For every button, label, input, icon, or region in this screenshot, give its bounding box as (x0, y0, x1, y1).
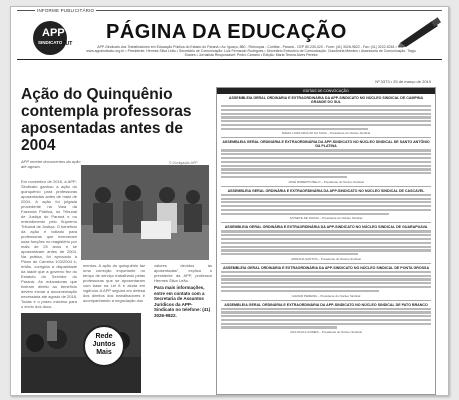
notice-signature: IVONETE DE SOUZA – Presidente do Núcleo Sindical (289, 216, 363, 221)
contact-info: Para mais informações, entre em contato com a Secretaria de Assuntos Jurídicos da APP-Sindicato no telefone: (41) 3026-9822. (154, 285, 211, 318)
rede-juntos-badge: Rede Juntos Mais (83, 325, 125, 367)
notice-signature: GILMAR PEREIRA – Presidente do Núcleo Sindical (291, 293, 361, 298)
notice-title: ASSEMBLEIA GERAL ORDINÁRIA E EXTRAORDINÁRIA DA APP-SINDICATO NO NÚCLEO SINDICAL DE SANTO ANTÔNIO DA PLATINA (222, 140, 430, 149)
notice-body (221, 308, 431, 329)
pen-icon (396, 17, 444, 47)
photo-credit: © Divulgação APP (169, 161, 198, 165)
article-photo (81, 165, 209, 260)
notices-panel (216, 79, 436, 395)
notice-title: ASSEMBLEIA GERAL ORDINÁRIA E EXTRAORDINÁRIA DA APP-SINDICATO NO NÚCLEO SINDICAL DE CAMPINA GRANDE DO SUL (228, 96, 424, 104)
notice-item (217, 140, 435, 183)
edition-number: Nº 3373 • 25 de março de 2019 (375, 79, 431, 84)
notice-item (217, 96, 435, 135)
masthead-rule (17, 59, 442, 60)
logo-subtext: SINDICATO (38, 40, 63, 45)
notice-title: ASSEMBLEIA GERAL ORDINÁRIA E EXTRAORDINÁRIA DA APP-SINDICATO NO NÚCLEO SINDICAL DE CASCAVEL (227, 188, 425, 193)
photo-people-icon (81, 165, 209, 260)
article-column-2: mentos. A ação do quinquênio faz uma correção importante no tempo de serviço trabalhado pelas professoras que se aposentaram com base na Lei 8 e ainda em vigência. A APP seguirá em defesa dos direitos dos trabalhadores e acompanhando a negociação dos (83, 263, 145, 303)
notice-signature: MARIA LUIZA ARAÚJO DA SILVA – Presidente do Núcleo Sindical (281, 131, 371, 136)
notice-body (221, 271, 431, 292)
notice-body (221, 230, 431, 255)
notice-item (217, 266, 435, 298)
app-sindicato-logo (33, 21, 79, 55)
notice-title: ASSEMBLEIA GERAL ORDINÁRIA E EXTRAORDINÁRIA DA APP-SINDICATO NO NÚCLEO SINDICAL DE GUARAPUAVA (224, 225, 428, 230)
newspaper-page (10, 6, 449, 396)
notice-body (221, 149, 431, 178)
notices-header: EDITAIS DE CONVOCAÇÃO (217, 88, 435, 94)
page-title: PÁGINA DA EDUCAÇÃO (106, 21, 347, 43)
notice-title: ASSEMBLEIA GERAL ORDINÁRIA E EXTRAORDINÁRIA DA APP-SINDICATO NO NÚCLEO SINDICAL DE PONTA GROSSA (222, 265, 430, 270)
article-caption: APP recebe documentos da ação até agosto. (21, 159, 81, 169)
notice-signature: ANA PAULA GOMES – Presidente do Núcleo Sindical (290, 330, 362, 335)
article-column-1: Em novembro de 2016, a APP-Sindicato ganhou a ação do quinquênio para professoras aposentadas antes de maio de 2004. A ação foi julgada procedente na Vara da Fazenda Pública, no Tribunal de Justiça do Paraná e no entendimento pelo Supremo Tribunal de Justiça. O beneficio da ação é voltado para professoras que exerceram suas funções no magistério por mais de 25 anos e se aposentaram antes de 2004. Na prática, foi aprovado à Plano de Carreira 103/2004 e, então, corrigida a disparidade da idade que a governo fez do Estatuto do Servidor do Paraná. As educadoras que tiveram direito ao benefício devem enviar a documentação necessária até agosto de 2018. Todas e o prazo máximo para o envio dos docu- (21, 179, 77, 309)
notice-body (221, 105, 431, 130)
notice-item (217, 225, 435, 260)
notice-item (217, 303, 435, 335)
notice-title: ASSEMBLEIA GERAL ORDINÁRIA E EXTRAORDINÁRIA DA APP-SINDICATO NO NÚCLEO SINDICAL DE PATO BRANCO (224, 302, 428, 307)
notice-body (221, 194, 431, 215)
informe-label: INFORME PUBLICITÁRIO (37, 8, 95, 13)
masthead-subline: APP-Sindicato dos Trabalhadores em Educação Pública do Estado do Paraná • Av. Iguaçu, 880 - Rebouças - Curitiba - Paraná - CEP 80.230-020 - Fone: (41) 3026-9822 - Fax: (41) 3222-5261 • Site: www.appsindicato.org.br • Presidente: Hermes Silva Leão • Secretário de Comunicação: Luiz Fernando Rodrigues • Secretário Executivo de Comunicação: Claudinéia Mendes • Assessoria de Comunicação: Tiago Soares • Jornalista Responsável: Pedro Carrano • Edição: Maria Tereza Alves Pereira (86, 45, 416, 58)
notice-signature: ADRIANA SANTOS – Presidente do Núcleo Sindical (291, 256, 361, 261)
article-column-3: valores devidos às aposentadas", explica o presidente da APP, professor Hermes Silva Leão. (154, 263, 212, 283)
logo-text: APP (42, 27, 65, 39)
notice-item (217, 189, 435, 221)
logo-cut: CUT (62, 41, 73, 47)
article-headline: Ação do Quinquênio contempla professoras aposentadas antes de 2004 (21, 86, 192, 154)
notice-signature: JOSÉ ROBERTO BELO – Presidente do Núcleo Sindical (288, 179, 364, 184)
